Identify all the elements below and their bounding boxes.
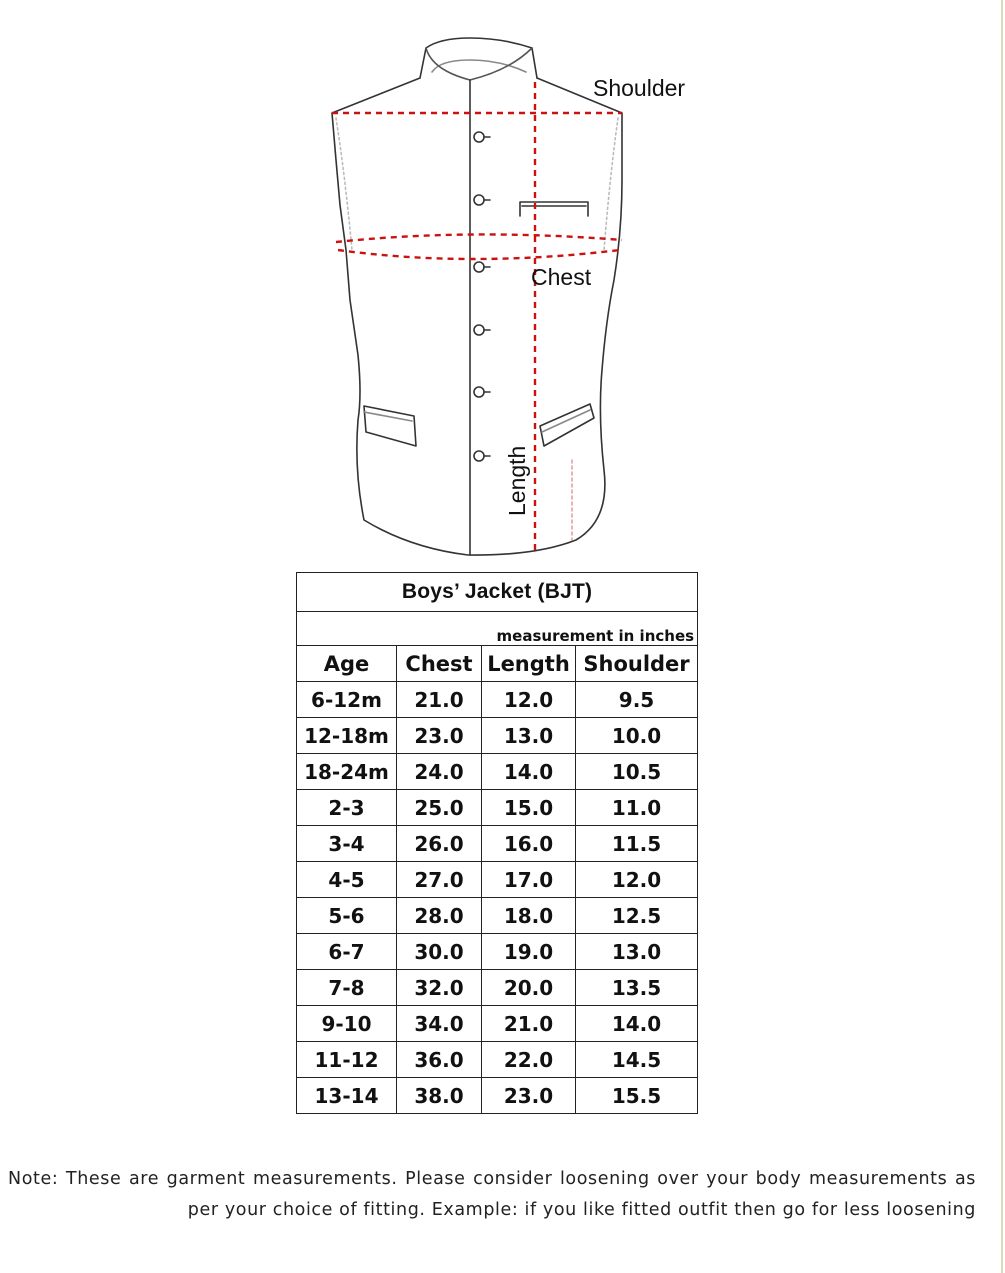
age-cell: 7-8 xyxy=(297,970,397,1006)
shoulder-cell: 12.0 xyxy=(576,862,698,898)
table-header-row xyxy=(297,646,698,682)
length-cell: 17.0 xyxy=(482,862,576,898)
shoulder-cell: 15.5 xyxy=(576,1078,698,1114)
chest-label: Chest xyxy=(531,264,592,290)
length-cell: 18.0 xyxy=(482,898,576,934)
length-label: Length xyxy=(504,445,530,516)
chest-cell: 21.0 xyxy=(397,682,482,718)
header-length: Length xyxy=(482,646,576,682)
chest-cell: 34.0 xyxy=(397,1006,482,1042)
shoulder-cell: 14.5 xyxy=(576,1042,698,1078)
length-cell: 22.0 xyxy=(482,1042,576,1078)
buttons xyxy=(474,132,490,461)
length-cell: 15.0 xyxy=(482,790,576,826)
chest-cell: 36.0 xyxy=(397,1042,482,1078)
length-cell: 16.0 xyxy=(482,826,576,862)
age-cell: 5-6 xyxy=(297,898,397,934)
length-cell: 13.0 xyxy=(482,718,576,754)
header-age: Age xyxy=(297,646,397,682)
unit-note: measurement in inches xyxy=(297,612,698,646)
shoulder-cell: 13.0 xyxy=(576,934,698,970)
chest-cell: 26.0 xyxy=(397,826,482,862)
garment-note: Note: These are garment measurements. Please consider loosening over your body measurements as per your choice of fitting. Example: if you like fitted outfit then go for less loosening xyxy=(8,1169,976,1220)
age-cell: 12-18m xyxy=(297,718,397,754)
shoulder-cell: 12.5 xyxy=(576,898,698,934)
table-row xyxy=(297,898,698,934)
shoulder-cell: 13.5 xyxy=(576,970,698,1006)
table-row xyxy=(297,862,698,898)
chest-measure-line-top xyxy=(336,234,622,242)
chest-cell: 28.0 xyxy=(397,898,482,934)
shoulder-cell: 10.5 xyxy=(576,754,698,790)
table-row xyxy=(297,970,698,1006)
age-cell: 2-3 xyxy=(297,790,397,826)
header-shoulder: Shoulder xyxy=(576,646,698,682)
shoulder-cell: 11.5 xyxy=(576,826,698,862)
left-pocket xyxy=(364,406,416,446)
jacket-outline xyxy=(332,78,622,555)
chest-cell: 24.0 xyxy=(397,754,482,790)
chest-cell: 32.0 xyxy=(397,970,482,1006)
jacket-diagram xyxy=(300,30,720,570)
table-row xyxy=(297,682,698,718)
length-cell: 14.0 xyxy=(482,754,576,790)
chest-cell: 27.0 xyxy=(397,862,482,898)
unit-note-row xyxy=(297,612,698,646)
table-row xyxy=(297,718,698,754)
shoulder-cell: 9.5 xyxy=(576,682,698,718)
right-pocket-flap xyxy=(542,410,590,432)
shoulder-cell: 14.0 xyxy=(576,1006,698,1042)
age-cell: 11-12 xyxy=(297,1042,397,1078)
right-pocket xyxy=(540,404,594,446)
table-row xyxy=(297,1078,698,1114)
table-row xyxy=(297,826,698,862)
age-cell: 13-14 xyxy=(297,1078,397,1114)
chest-cell: 38.0 xyxy=(397,1078,482,1114)
size-chart-table xyxy=(296,572,698,1114)
length-cell: 21.0 xyxy=(482,1006,576,1042)
shoulder-cell: 10.0 xyxy=(576,718,698,754)
page-edge-line xyxy=(1001,0,1003,1273)
age-cell: 4-5 xyxy=(297,862,397,898)
age-cell: 6-7 xyxy=(297,934,397,970)
length-cell: 12.0 xyxy=(482,682,576,718)
armhole-right xyxy=(604,118,618,250)
age-cell: 6-12m xyxy=(297,682,397,718)
table-row xyxy=(297,754,698,790)
shoulder-label: Shoulder xyxy=(593,75,686,101)
table-title: Boys’ Jacket (BJT) xyxy=(297,573,698,612)
chest-cell: 25.0 xyxy=(397,790,482,826)
table-row xyxy=(297,790,698,826)
table-row xyxy=(297,934,698,970)
length-cell: 23.0 xyxy=(482,1078,576,1114)
chest-pocket xyxy=(520,202,588,216)
table-title-row xyxy=(297,573,698,612)
length-cell: 20.0 xyxy=(482,970,576,1006)
shoulder-cell: 11.0 xyxy=(576,790,698,826)
table-row xyxy=(297,1042,698,1078)
age-cell: 18-24m xyxy=(297,754,397,790)
age-cell: 3-4 xyxy=(297,826,397,862)
table-row xyxy=(297,1006,698,1042)
chest-cell: 30.0 xyxy=(397,934,482,970)
chest-measure-line-bottom xyxy=(338,250,620,259)
header-chest: Chest xyxy=(397,646,482,682)
age-cell: 9-10 xyxy=(297,1006,397,1042)
length-cell: 19.0 xyxy=(482,934,576,970)
chest-cell: 23.0 xyxy=(397,718,482,754)
